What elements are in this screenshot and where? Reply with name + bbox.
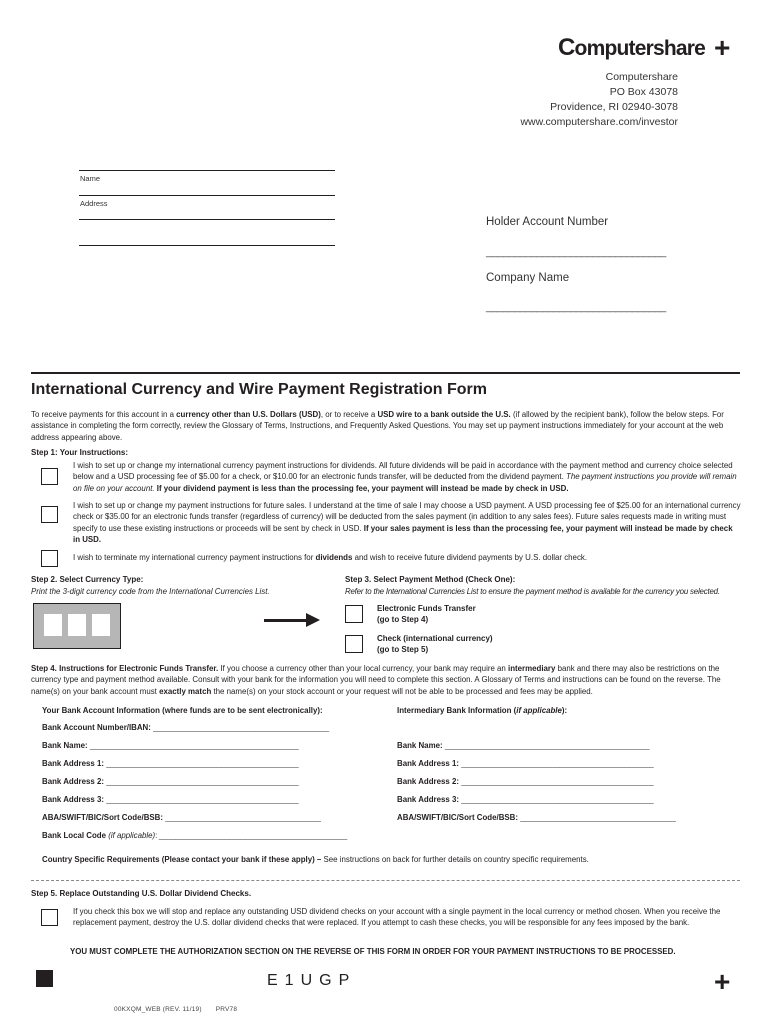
logo-c: C xyxy=(558,34,575,61)
registration-square-mark xyxy=(36,970,53,987)
country-requirements: Country Specific Requirements (Please contact your bank if these apply) – See instructions on back for further details on country specific requirements. xyxy=(42,855,589,864)
currency-code-digit-1[interactable] xyxy=(44,614,62,636)
dividend-instructions-text: I wish to set up or change my international currency payment instructions for dividends. All future dividends will be paid in accordance with the payment method and currency choice selected below and a USD processing fee of $5.00 for a check, or $10.00 for an electronic funds transfer, will be deducted from the dividend payment. The payment instructions you provide will remain on file on your account. If your dividend payment is less than the processing fee, your payment will instead be made by check in USD. xyxy=(73,461,737,493)
eft-checkbox[interactable] xyxy=(345,605,363,623)
eft-label: Electronic Funds Transfer xyxy=(377,604,476,613)
logo-text: omputershare xyxy=(574,37,705,60)
address-line: Providence, RI 02940-3078 xyxy=(550,101,678,113)
address-field-line-2[interactable] xyxy=(79,245,335,246)
intermediary-bank-name-field[interactable]: Bank Name: __________________________________________________ xyxy=(397,741,650,750)
step2-heading: Step 2. Select Currency Type: xyxy=(31,575,144,584)
intermediary-address3-field[interactable]: Bank Address 3: _______________________________________________ xyxy=(397,795,654,804)
bank-account-field[interactable]: Bank Account Number/IBAN: ___________________________________________ xyxy=(42,723,329,732)
company-name-label: Company Name xyxy=(486,272,570,284)
arrow-head-icon xyxy=(306,613,320,627)
bank-info-heading: Your Bank Account Information (where funds are to be sent electronically): xyxy=(42,706,323,715)
check-payment-checkbox[interactable] xyxy=(345,635,363,653)
revision-footer: 00KXQM_WEB (REV. 11/19) PRV78 xyxy=(114,1006,238,1013)
terminate-instructions-checkbox[interactable] xyxy=(41,550,58,567)
bank-name-field[interactable]: Bank Name: ___________________________________________________ xyxy=(42,741,299,750)
form-code: E1UGP xyxy=(267,972,357,989)
holder-account-line[interactable]: ________________________________ xyxy=(486,246,666,258)
company-name-line[interactable]: ________________________________ xyxy=(486,301,666,313)
step3-heading: Step 3. Select Payment Method (Check One): xyxy=(345,575,516,584)
currency-code-box xyxy=(33,603,121,649)
registration-plus-mark: + xyxy=(714,32,731,63)
check-payment-sublabel: (go to Step 5) xyxy=(377,645,429,654)
eft-sublabel: (go to Step 4) xyxy=(377,615,429,624)
authorization-notice: YOU MUST COMPLETE THE AUTHORIZATION SECTION ON THE REVERSE OF THIS FORM IN ORDER FOR YOUR PAYMENT INSTRUCTIONS TO BE PROCESSED. xyxy=(70,947,676,956)
step4-paragraph: Step 4. Instructions for Electronic Funds Transfer. If you choose a currency other than your local currency, your bank may require an intermediary bank and there may also be restrictions on the currency type and payment method available. Consult with your bank for the information you will need to complete this section. A Glossary of Terms and instructions can be found on the reverse. The name(s) on your bank account must exactly match the name(s) on your stock account or your request will not be able to be processed and fees may be applied. xyxy=(31,664,721,696)
intermediary-address1-field[interactable]: Bank Address 1: _______________________________________________ xyxy=(397,759,654,768)
holder-account-label: Holder Account Number xyxy=(486,216,609,228)
check-payment-label: Check (international currency) xyxy=(377,634,493,643)
name-field-line[interactable] xyxy=(79,195,335,196)
name-top-rule xyxy=(79,170,335,171)
address-line: www.computershare.com/investor xyxy=(520,116,678,128)
intermediary-address2-field[interactable]: Bank Address 2: _______________________________________________ xyxy=(397,777,654,786)
bank-address3-field[interactable]: Bank Address 3: _______________________________________________ xyxy=(42,795,299,804)
currency-code-digit-2[interactable] xyxy=(68,614,86,636)
step1-heading: Step 1: Your Instructions: xyxy=(31,448,129,457)
country-requirements-line[interactable] xyxy=(31,880,740,881)
replace-checks-text: If you check this box we will stop and replace any outstanding USD dividend checks on your account with a single payment in the local currency or method chosen. When you receive the replacement payment, destroy the U.S. dollar dividend checks that were replaced. If you attempt to cash these checks, you will be responsible for any fees imposed by the bank. xyxy=(73,907,721,928)
address-label: Address xyxy=(80,199,108,208)
bank-swift-field[interactable]: ABA/SWIFT/BIC/Sort Code/BSB: ______________________________________ xyxy=(42,813,321,822)
bank-address1-field[interactable]: Bank Address 1: _______________________________________________ xyxy=(42,759,299,768)
registration-plus-mark-bottom: + xyxy=(714,966,731,997)
step4-heading: Step 4. Instructions for Electronic Funds Transfer. xyxy=(31,664,219,673)
currency-code-digit-3[interactable] xyxy=(92,614,110,636)
return-address xyxy=(520,70,678,130)
name-label: Name xyxy=(80,174,101,183)
intermediary-swift-field[interactable]: ABA/SWIFT/BIC/Sort Code/BSB: ______________________________________ xyxy=(397,813,676,822)
intro-paragraph: To receive payments for this account in a currency other than U.S. Dollars (USD), or to receive a USD wire to a bank outside the U.S. (if allowed by the recipient bank), follow the below steps. For assistance in completing the form correctly, review the Glossary of Terms, Instructions, and Frequently Asked Questions. You may set up payment instructions immediately for your account at the web address appearing above. xyxy=(31,410,724,442)
step3-subtext: Refer to the International Currencies List to ensure the payment method is available for the currency you selected. xyxy=(345,587,720,596)
terminate-instructions-text: I wish to terminate my international currency payment instructions for dividends and wish to receive future dividend payments by U.S. dollar check. xyxy=(73,553,588,562)
arrow-right-icon xyxy=(264,619,308,622)
dividend-instructions-checkbox[interactable] xyxy=(41,468,58,485)
address-line: PO Box 43078 xyxy=(609,86,678,98)
sales-instructions-checkbox[interactable] xyxy=(41,506,58,523)
address-line: Computershare xyxy=(605,71,678,83)
step5-heading: Step 5. Replace Outstanding U.S. Dollar Dividend Checks. xyxy=(31,889,252,898)
title-rule xyxy=(31,372,740,374)
computershare-logo xyxy=(558,34,705,62)
bank-address2-field[interactable]: Bank Address 2: _______________________________________________ xyxy=(42,777,299,786)
address-field-line-1[interactable] xyxy=(79,219,335,220)
step2-subtext: Print the 3-digit currency code from the International Currencies List. xyxy=(31,587,270,596)
bank-local-code-field[interactable]: Bank Local Code (if applicable): ______________________________________________ xyxy=(42,831,347,840)
form-title: International Currency and Wire Payment Registration Form xyxy=(31,381,487,398)
sales-instructions-text: I wish to set up or change my payment instructions for future sales. I understand at the time of sale I may choose a USD payment. A USD processing fee of $25.00 for an international currency check or $35.00 for an electronic funds transfer (regardless of currency) will be deducted from the sales payment (in addition to any sales fees). Future sales requests made in writing must specify to use these existing instructions or proceeds will be sent by check in USD. If your sales payment is less than the processing fee, your payment will instead be made by check in USD. xyxy=(73,501,741,545)
replace-checks-checkbox[interactable] xyxy=(41,909,58,926)
intermediary-info-heading: Intermediary Bank Information (if applicable): xyxy=(397,706,568,715)
